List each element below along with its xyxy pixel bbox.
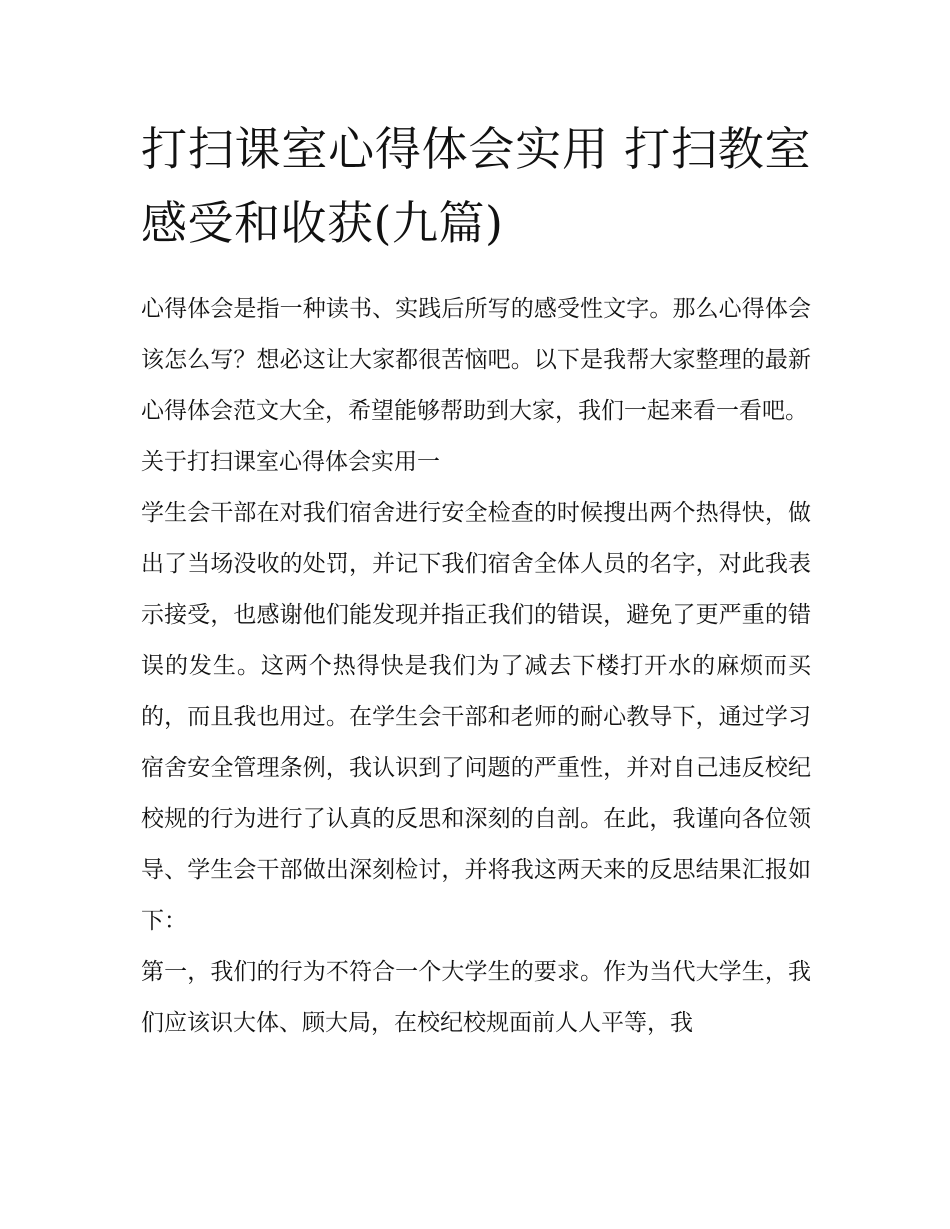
- body-paragraph: 第一，我们的行为不符合一个大学生的要求。作为当代大学生，我们应该识大体、顾大局，在校纪校规面前人人平等，我: [141, 959, 811, 1036]
- document-title: 打扫课室心得体会实用 打扫教室感受和收获(九篇): [141, 122, 811, 250]
- intro-paragraph: 心得体会是指一种读书、实践后所写的感受性文字。那么心得体会该怎么写？想必这让大家都很苦恼吧。以下是我帮大家整理的最新心得体会范文大全，希望能够帮助到大家，我们一起来看一看吧。: [141, 296, 811, 424]
- document-body: [141, 112, 811, 1049]
- body-paragraph: 学生会干部在对我们宿舍进行安全检查的时候搜出两个热得快，做出了当场没收的处罚，并记下我们宿舍全体人员的名字，对此我表示接受，也感谢他们能发现并指正我们的错误，避免了更严重的错误的发生。这两个热得快是我们为了减去下楼打开水的麻烦而买的，而且我也用过。在学生会干部和老师的耐心教导下，通过学习宿舍安全管理条例，我认识到了问题的严重性，并对自己违反校纪校规的行为进行了认真的反思和深刻的自剖。在此，我谨向各位领导、学生会干部做出深刻检讨，并将我这两天来的反思结果汇报如下：: [141, 500, 811, 934]
- section-heading: 关于打扫课室心得体会实用一: [141, 449, 440, 475]
